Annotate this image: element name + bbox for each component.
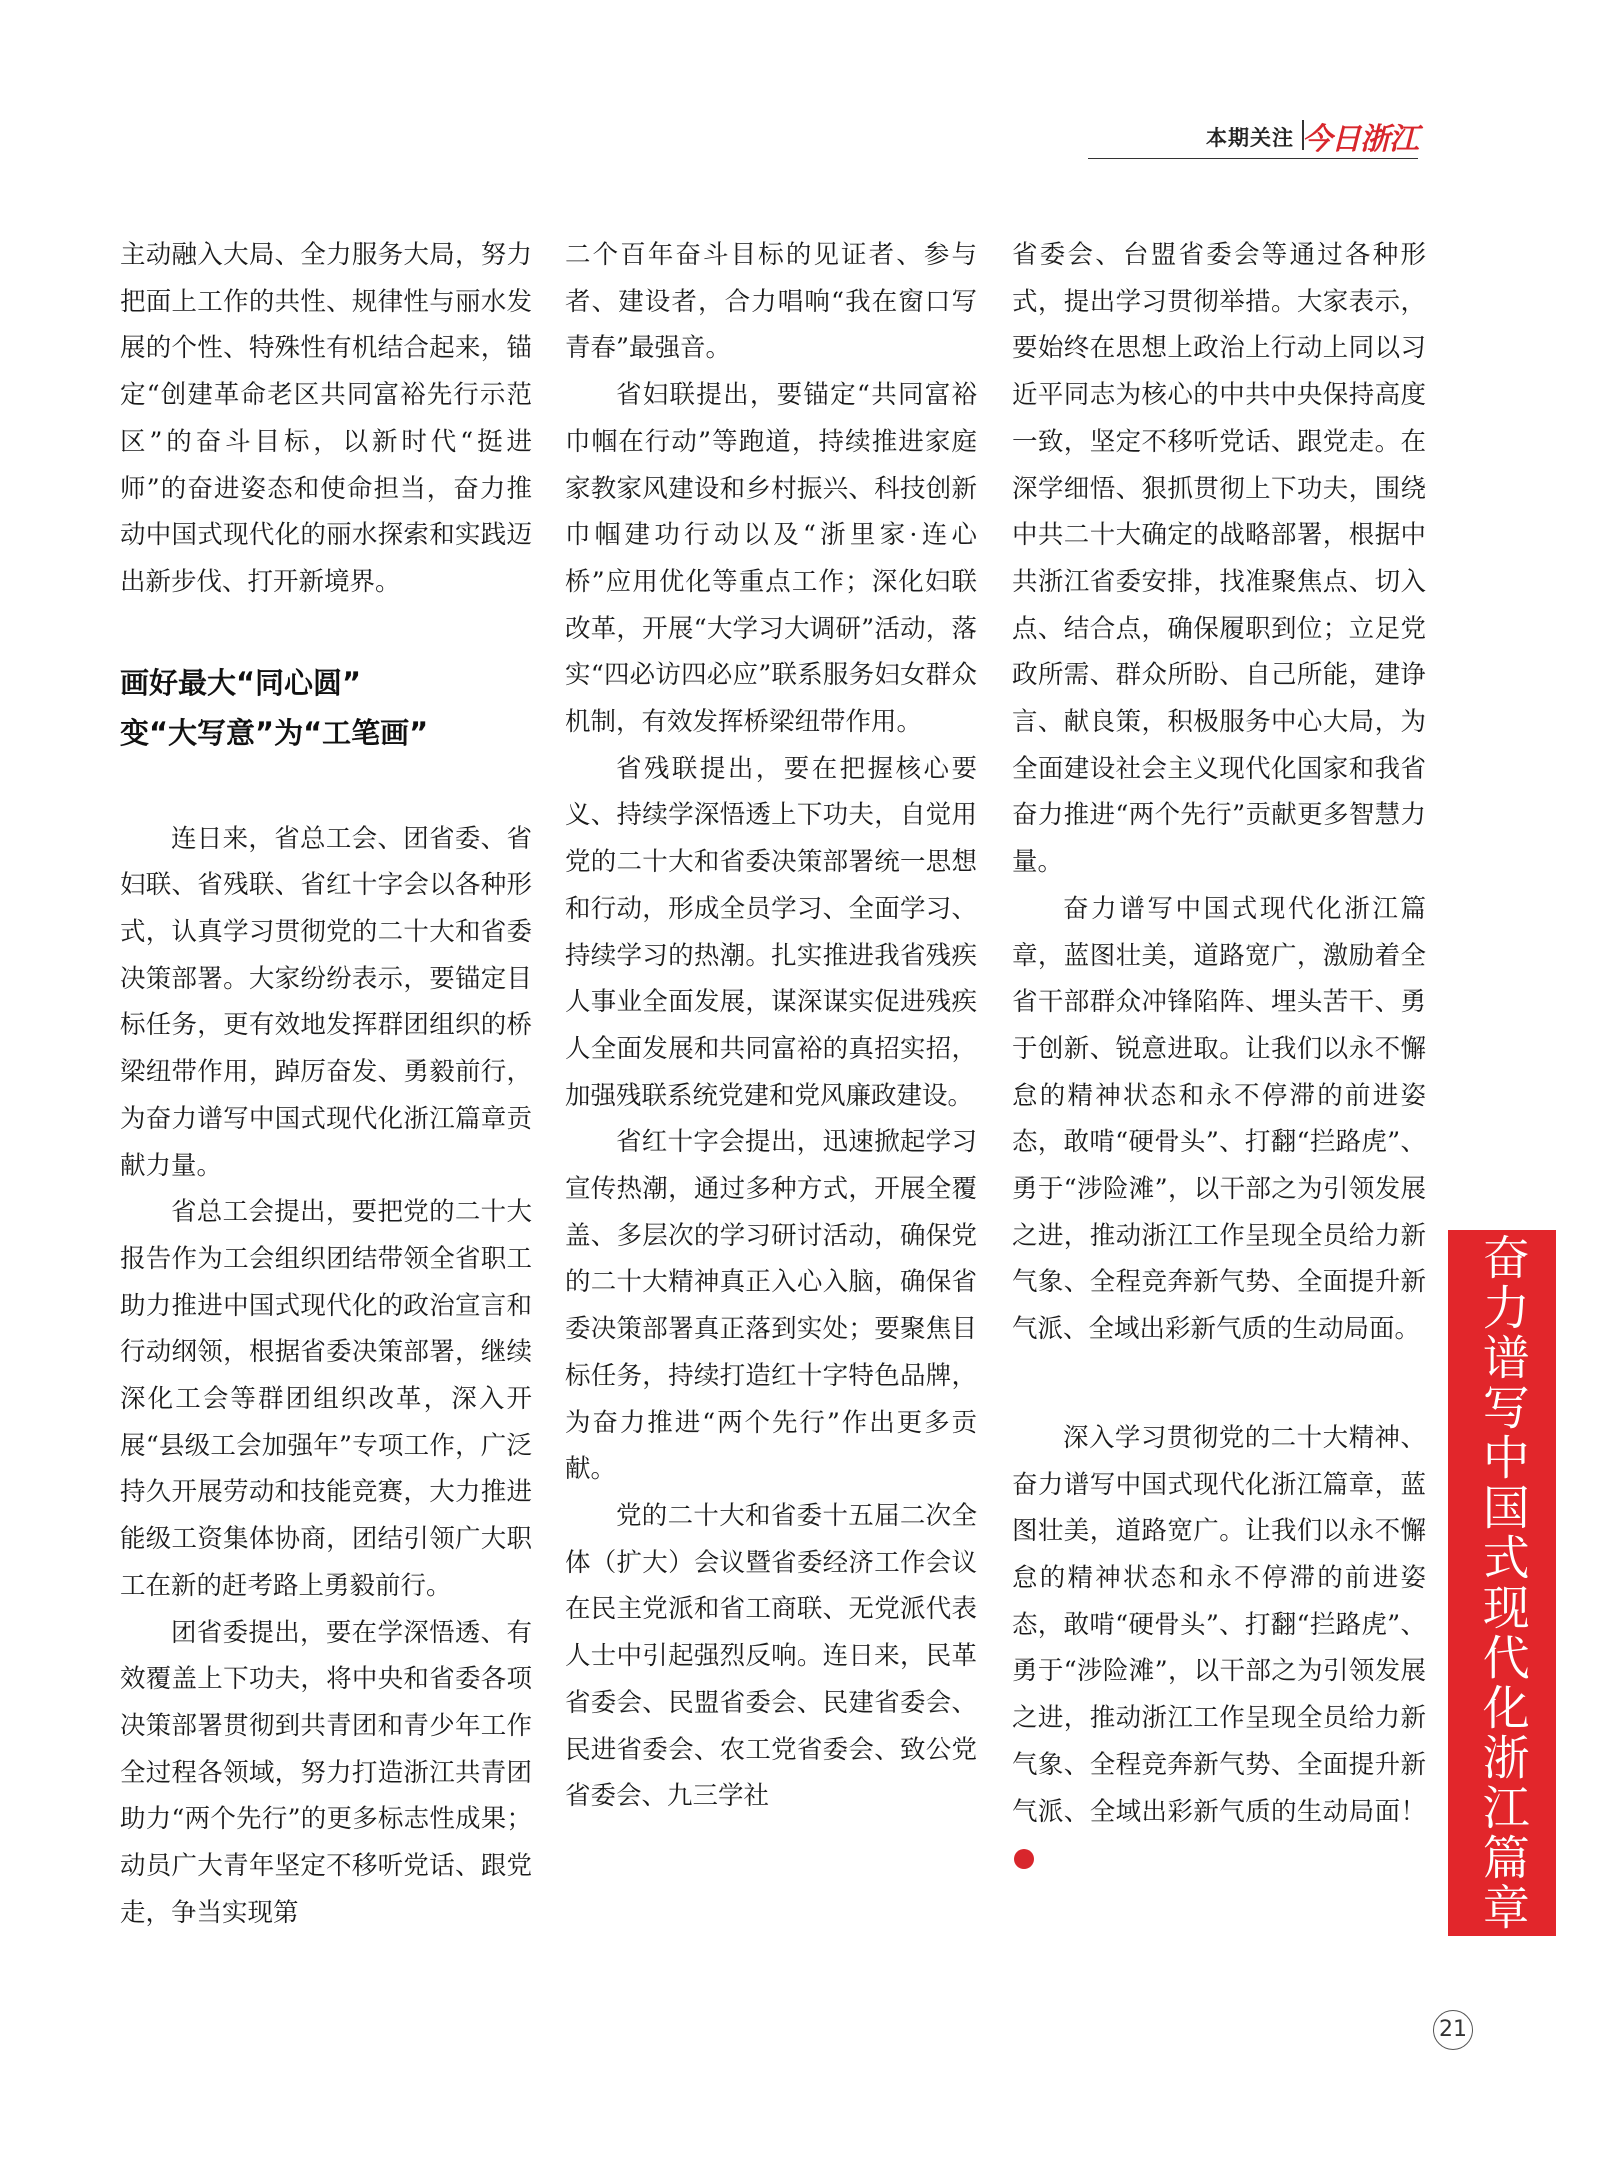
magazine-logo: 今日浙江: [1302, 122, 1418, 157]
heading-line-2: 变“大写意”为“工笔画”: [120, 715, 429, 750]
page-number: 21: [1433, 2010, 1473, 2050]
paragraph: 党的二十大和省委十五届二次全体（扩大）会议暨省委经济工作会议在民主党派和省工商联、无党派代表人士中引起强烈反响。连日来，民革省委会、民盟省委会、民建省委会、民进省委会、农工党省委会、致公党省委会、九三学社: [565, 1500, 977, 1812]
page-header: [1088, 118, 1418, 159]
closing-text: 深入学习贯彻党的二十大精神、奋力谱写中国式现代化浙江篇章，蓝图壮美，道路宽广。让我们以永不懈怠的精神状态和永不停滞的前进姿态，敢啃“硬骨头”、打翻“拦路虎”、勇于“涉险滩”，以干部之为引领发展之进，推动浙江工作呈现全员给力新气象、全程竞奔新气势、全面提升新气派、全域出彩新气质的生动局面！: [1012, 1422, 1426, 1827]
paragraph: 省红十字会提出，迅速掀起学习宣传热潮，通过多种方式，开展全覆盖、多层次的学习研讨活动，确保党的二十大精神真正入心入脑，确保省委决策部署真正落到实处；要聚焦目标任务，持续打造红十字特色品牌，为奋力推进“两个先行”作出更多贡献。: [565, 1127, 977, 1485]
paragraph: 省委会、台盟省委会等通过各种形式，提出学习贯彻举措。大家表示，要始终在思想上政治上行动上同以习近平同志为核心的中共中央保持高度一致，坚定不移听党话、跟党走。在深学细悟、狠抓贯彻上下功夫，围绕中共二十大确定的战略部署，根据中共浙江省委安排，找准聚焦点、切入点、结合点，确保履职到位；立足党政所需、群众所盼、自己所能，建诤言、献良策，积极服务中心大局，为全面建设社会主义现代化国家和我省奋力推进“两个先行”贡献更多智慧力量。: [1012, 240, 1426, 878]
section-heading: [120, 658, 532, 758]
closing-paragraph: [1012, 1415, 1426, 1882]
heading-line-1: 画好最大“同心圆”: [120, 665, 362, 700]
end-mark-icon: 今: [1014, 1849, 1034, 1869]
paragraph: 连日来，省总工会、团省委、省妇联、省残联、省红十字会以各种形式，认真学习贯彻党的二十大和省委决策部署。大家纷纷表示，要锚定目标任务，更有效地发挥群团组织的桥梁纽带作用，踔厉奋发、勇毅前行，为奋力谱写中国式现代化浙江篇章贡献力量。: [120, 823, 532, 1181]
side-banner-text: 奋力谱写中国式现代化浙江篇章: [1474, 1233, 1530, 1933]
column-name: 本期关注: [1206, 126, 1294, 150]
side-banner: [1448, 1230, 1556, 1936]
paragraph: 团省委提出，要在学深悟透、有效覆盖上下功夫，将中央和省委各项决策部署贯彻到共青团和青少年工作全过程各领域，努力打造浙江共青团助力“两个先行”的更多标志性成果；动员广大青年坚定不移听党话、跟党走，争当实现第: [120, 1617, 532, 1928]
paragraph: 省总工会提出，要把党的二十大报告作为工会组织团结带领全省职工助力推进中国式现代化的政治宣言和行动纲领，根据省委决策部署，继续深化工会等群团组织改革，深入开展“县级工会加强年”专项工作，广泛持久开展劳动和技能竞赛，大力推进能级工资集体协商，团结引领广大职工在新的赶考路上勇毅前行。: [120, 1197, 532, 1601]
paragraph: 主动融入大局、全力服务大局，努力把面上工作的共性、规律性与丽水发展的个性、特殊性有机结合起来，锚定“创建革命老区共同富裕先行示范区”的奋斗目标，以新时代“挺进师”的奋进姿态和使命担当，奋力推动中国式现代化的丽水探索和实践迈出新步伐、打开新境界。: [120, 240, 532, 597]
paragraph: 省残联提出，要在把握核心要义、持续学深悟透上下功夫，自觉用党的二十大和省委决策部署统一思想和行动，形成全员学习、全面学习、持续学习的热潮。扎实推进我省残疾人事业全面发展，谋深谋实促进残疾人全面发展和共同富裕的真招实招，加强残联系统党建和党风廉政建设。: [565, 753, 977, 1111]
article-column-2: [565, 232, 977, 1820]
paragraph: 奋力谱写中国式现代化浙江篇章，蓝图壮美，道路宽广，激励着全省干部群众冲锋陷阵、埋头苦干、勇于创新、锐意进取。让我们以永不懈怠的精神状态和永不停滞的前进姿态，敢啃“硬骨头”、打翻“拦路虎”、勇于“涉险滩”，以干部之为引领发展之进，推动浙江工作呈现全员给力新气象、全程竞奔新气势、全面提升新气派、全域出彩新气质的生动局面。: [1012, 893, 1426, 1345]
paragraph-gap: [1012, 1353, 1426, 1415]
article-column-1: [120, 232, 532, 1937]
article-column-3: [1012, 232, 1426, 1882]
paragraph: 二个百年奋斗目标的见证者、参与者、建设者，合力唱响“我在窗口写青春”最强音。: [565, 240, 977, 364]
paragraph: 省妇联提出，要锚定“共同富裕巾帼在行动”等跑道，持续推进家庭家教家风建设和乡村振兴、科技创新巾帼建功行动以及“浙里家·连心桥”应用优化等重点工作；深化妇联改革，开展“大学习大调研”活动，落实“四必访四必应”联系服务妇女群众机制，有效发挥桥梁纽带作用。: [565, 380, 977, 738]
